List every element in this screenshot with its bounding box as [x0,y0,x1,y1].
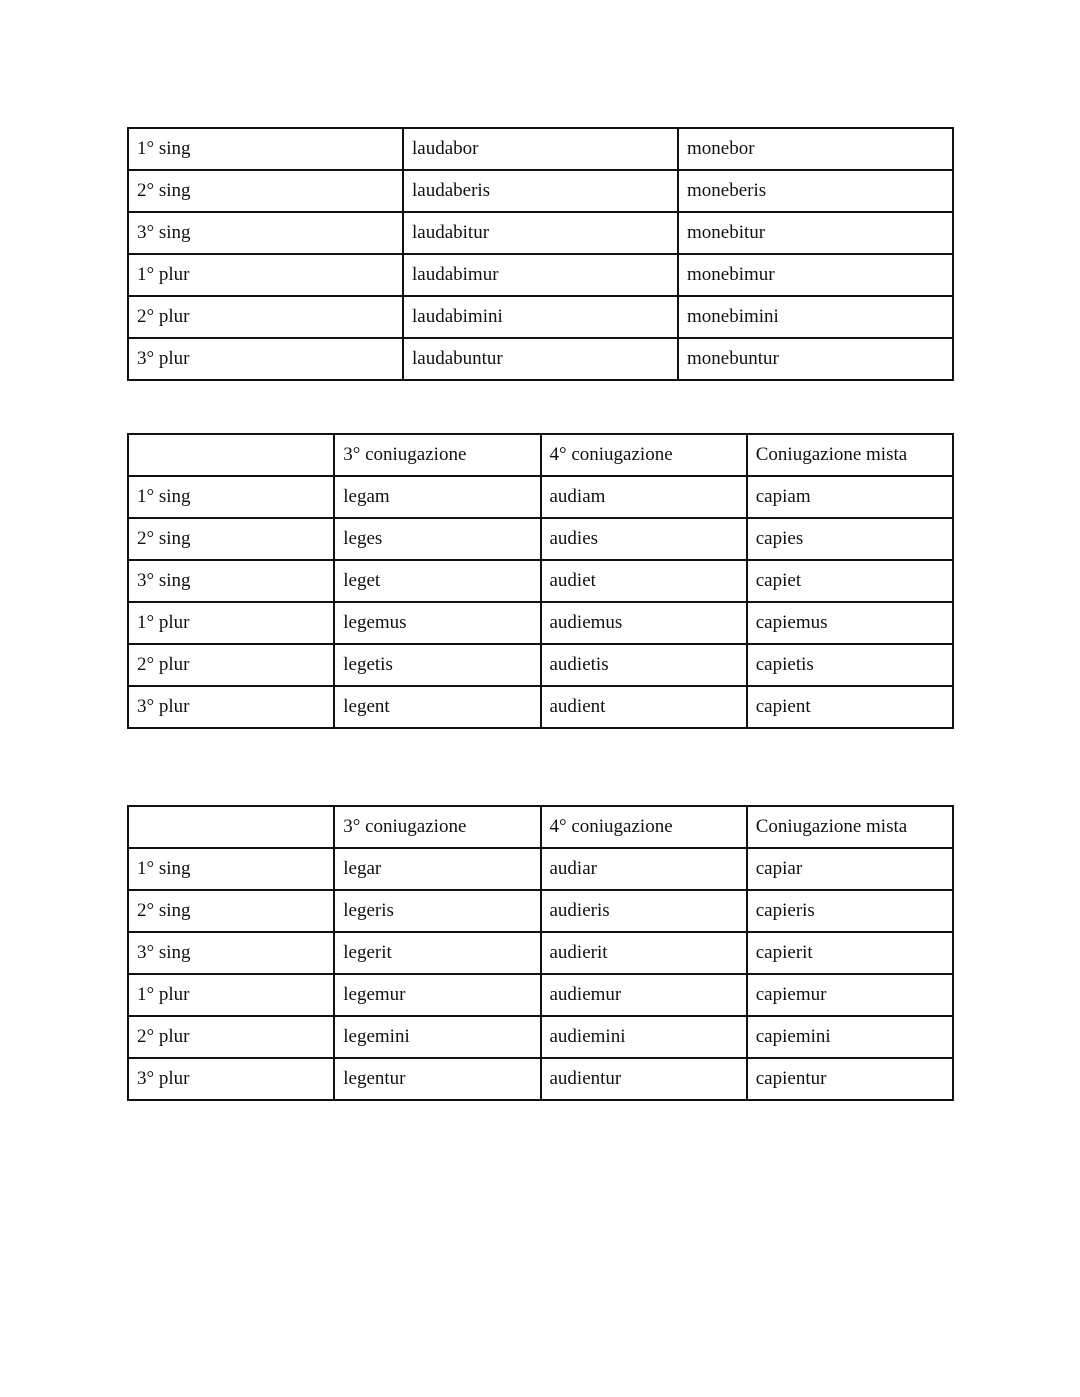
conjugation-cell: legar [334,848,540,890]
table-row [128,890,953,932]
conjugation-cell: laudabimini [403,296,678,338]
conjugation-cell: monebor [678,128,953,170]
conjugation-cell: leges [334,518,540,560]
table-row [128,1058,953,1100]
table-row [128,974,953,1016]
conjugation-cell: laudabimur [403,254,678,296]
conjugation-cell: capiam [747,476,953,518]
conjugation-cell: laudaberis [403,170,678,212]
person-cell: 1° sing [128,128,403,170]
person-cell: 2° plur [128,1016,334,1058]
person-cell: 1° sing [128,476,334,518]
conjugation-cell: audientur [541,1058,747,1100]
conjugation-cell: laudabitur [403,212,678,254]
table-row [128,170,953,212]
person-cell: 3° plur [128,686,334,728]
conjugation-cell: legemur [334,974,540,1016]
conjugation-cell: monebuntur [678,338,953,380]
conjugation-cell: leget [334,560,540,602]
conjugation-cell: capiemus [747,602,953,644]
column-header: Coniugazione mista [747,434,953,476]
person-cell: 2° plur [128,644,334,686]
table-row [128,128,953,170]
person-cell: 3° sing [128,212,403,254]
conjugation-cell: audietis [541,644,747,686]
column-header [128,806,334,848]
conjugation-cell: legerit [334,932,540,974]
conjugation-cell: audiemus [541,602,747,644]
conjugation-cell: capies [747,518,953,560]
conjugation-cell: audiar [541,848,747,890]
table-row [128,254,953,296]
conjugation-cell: legemus [334,602,540,644]
person-cell: 2° sing [128,518,334,560]
table-row [128,338,953,380]
table-row [128,932,953,974]
person-cell: 2° sing [128,170,403,212]
person-cell: 1° plur [128,974,334,1016]
person-cell: 3° plur [128,1058,334,1100]
conjugation-cell: legemini [334,1016,540,1058]
conjugation-cell: legetis [334,644,540,686]
conjugation-cell: capietis [747,644,953,686]
conjugation-cell: audierit [541,932,747,974]
conjugation-cell: audieris [541,890,747,932]
column-header: 3° coniugazione [334,434,540,476]
conjugation-cell: legent [334,686,540,728]
conjugation-cell: audiemini [541,1016,747,1058]
table-row [128,476,953,518]
conjugation-cell: moneberis [678,170,953,212]
table-header-row [128,434,953,476]
column-header: Coniugazione mista [747,806,953,848]
table-row [128,602,953,644]
future-passive-1st-2nd-table [127,127,954,381]
conjugation-cell: legeris [334,890,540,932]
table-row [128,212,953,254]
conjugation-cell: capient [747,686,953,728]
conjugation-cell: audiam [541,476,747,518]
future-active-3rd-4th-mixed-table [127,433,954,729]
conjugation-cell: laudabuntur [403,338,678,380]
person-cell: 3° plur [128,338,403,380]
column-header [128,434,334,476]
table-row [128,686,953,728]
table-row [128,1016,953,1058]
conjugation-cell: audiet [541,560,747,602]
person-cell: 2° plur [128,296,403,338]
person-cell: 1° plur [128,602,334,644]
conjugation-cell: capiemini [747,1016,953,1058]
conjugation-cell: monebimini [678,296,953,338]
conjugation-cell: laudabor [403,128,678,170]
column-header: 4° coniugazione [541,806,747,848]
conjugation-cell: monebimur [678,254,953,296]
conjugation-cell: capiemur [747,974,953,1016]
conjugation-cell: monebitur [678,212,953,254]
column-header: 3° coniugazione [334,806,540,848]
conjugation-cell: capiar [747,848,953,890]
conjugation-cell: legentur [334,1058,540,1100]
table-row [128,644,953,686]
conjugation-cell: audient [541,686,747,728]
table-row [128,848,953,890]
table-row [128,560,953,602]
table-row [128,518,953,560]
conjugation-cell: capiet [747,560,953,602]
conjugation-cell: capientur [747,1058,953,1100]
person-cell: 3° sing [128,560,334,602]
person-cell: 2° sing [128,890,334,932]
person-cell: 1° sing [128,848,334,890]
table-row [128,296,953,338]
conjugation-cell: audies [541,518,747,560]
table-header-row [128,806,953,848]
conjugation-cell: legam [334,476,540,518]
conjugation-cell: capieris [747,890,953,932]
conjugation-cell: capierit [747,932,953,974]
conjugation-cell: audiemur [541,974,747,1016]
person-cell: 1° plur [128,254,403,296]
person-cell: 3° sing [128,932,334,974]
future-passive-3rd-4th-mixed-table [127,805,954,1101]
column-header: 4° coniugazione [541,434,747,476]
